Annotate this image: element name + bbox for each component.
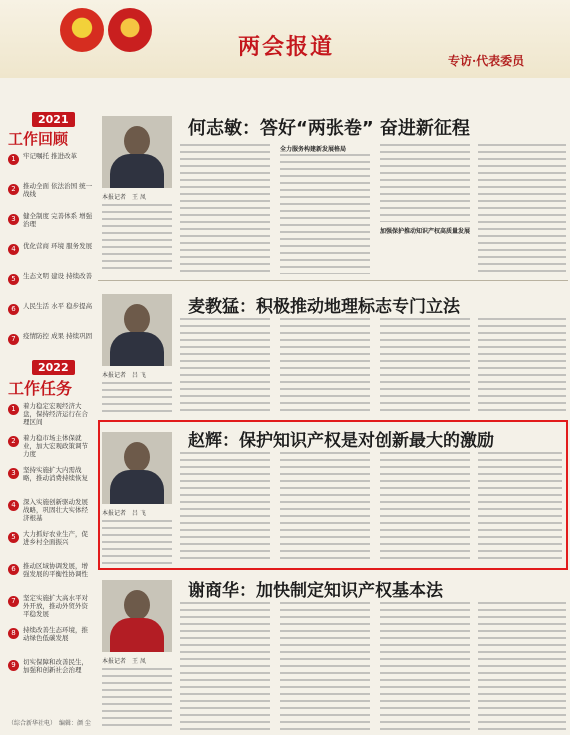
sidebar-item: 1 着力稳定宏观经济大盘，保持经济运行在合理区间 [8,402,94,426]
article-column [380,318,470,412]
sidebar-item: 3 坚持实施扩大内需战略，推动消费持续恢复 [8,466,94,482]
article-column [180,602,270,730]
article-mai-jiaomeng [98,286,568,416]
bullet-icon: 3 [8,214,19,225]
article-he-zhimin [98,108,568,278]
photo-caption: 本报记者 吕 飞 [102,510,146,517]
bullet-icon: 6 [8,304,19,315]
bullet-icon: 4 [8,244,19,255]
article-column [478,452,562,564]
article-column [380,602,470,730]
article-subhead: 全力服务构建新发展格局 [280,146,347,153]
article-headline[interactable]: 麦教猛：积极推动地理标志专门立法 [188,297,460,317]
bullet-icon: 5 [8,532,19,543]
article-lead [102,382,172,412]
bullet-icon: 4 [8,500,19,511]
sidebar-footnote: （综合新华社电） 编辑：颜 尘 [8,720,91,727]
article-lead [102,520,172,564]
year-badge-2022: 2022 [32,360,75,375]
portrait-photo [102,116,172,188]
sidebar [0,108,96,735]
bullet-icon: 2 [8,436,19,447]
year-badge-2021: 2021 [32,112,75,127]
article-column [478,318,566,412]
article-column [280,452,370,564]
cppcc-emblem-icon [108,8,152,52]
photo-caption: 本报记者 吕 飞 [102,372,146,379]
article-lead [102,204,172,274]
bullet-icon: 3 [8,468,19,479]
bullet-icon: 7 [8,596,19,607]
sidebar-item: 5 大力抓好农业生产，促进乡村全面振兴 [8,530,94,546]
portrait-photo [102,294,172,366]
article-column [180,452,270,564]
article-zhao-hui [98,422,568,568]
article-headline[interactable]: 何志敏：答好“两张卷” 奋进新征程 [188,118,470,139]
sidebar-item: 4 优化营商 环境 服务发展 [8,242,94,255]
sidebar-item: 4 深入实施创新驱动发展战略，巩固壮大实体经济根基 [8,498,94,522]
sidebar-item: 7 疫情防控 成果 持续巩固 [8,332,94,345]
section-title: 两会报道 [238,35,335,60]
national-emblem-icon [60,8,104,52]
bullet-icon: 2 [8,184,19,195]
section-tag: 专访·代表委员 [448,54,525,68]
sidebar-item: 1 牢记嘱托 推进改革 [8,152,94,165]
photo-caption: 本报记者 王 凤 [102,194,146,201]
article-column [380,144,470,222]
bullet-icon: 7 [8,334,19,345]
bullet-icon: 1 [8,154,19,165]
sidebar-item: 5 生态文明 建设 持续改善 [8,272,94,285]
article-column [478,144,566,274]
article-column [280,154,370,274]
article-column [280,602,370,730]
sidebar-item: 2 着力稳市场主体保就业，加大宏观政策调节力度 [8,434,94,458]
portrait-photo [102,432,172,504]
article-subhead: 加强保护推动知识产权高质量发展 [380,228,471,235]
article-xie-shanghua [98,572,568,732]
bullet-icon: 6 [8,564,19,575]
section-divider [98,280,568,281]
sidebar-item: 8 持续改善生态环境，推动绿色低碳发展 [8,626,94,642]
article-column [180,144,270,274]
sidebar-item: 6 推动区域协调发展，增强发展的平衡性协调性 [8,562,94,578]
bullet-icon: 5 [8,274,19,285]
article-column [478,602,566,730]
article-lead [102,668,172,728]
sidebar-item: 9 切实保障和改善民生，加强和创新社会治理 [8,658,94,674]
photo-caption: 本报记者 王 凤 [102,658,146,665]
sidebar-title-tasks: 工作任务 [8,379,73,398]
article-column [380,452,470,564]
bullet-icon: 9 [8,660,19,671]
sidebar-item: 2 推动全面 依法治国 统一战线 [8,182,94,198]
article-column [280,318,370,412]
sidebar-title-review: 工作回顾 [8,130,69,148]
sidebar-item: 7 坚定实施扩大高水平对外开放，推动外贸外资平稳发展 [8,594,94,618]
article-column [180,318,270,412]
masthead-banner [0,0,570,78]
sidebar-item: 6 人民生活 水平 稳步提高 [8,302,94,315]
sidebar-item: 3 健全制度 完善体系 增强治理 [8,212,94,228]
portrait-photo [102,580,172,652]
bullet-icon: 8 [8,628,19,639]
article-headline[interactable]: 赵辉：保护知识产权是对创新最大的激励 [188,431,494,451]
bullet-icon: 1 [8,404,19,415]
article-headline[interactable]: 谢商华：加快制定知识产权基本法 [188,581,443,601]
